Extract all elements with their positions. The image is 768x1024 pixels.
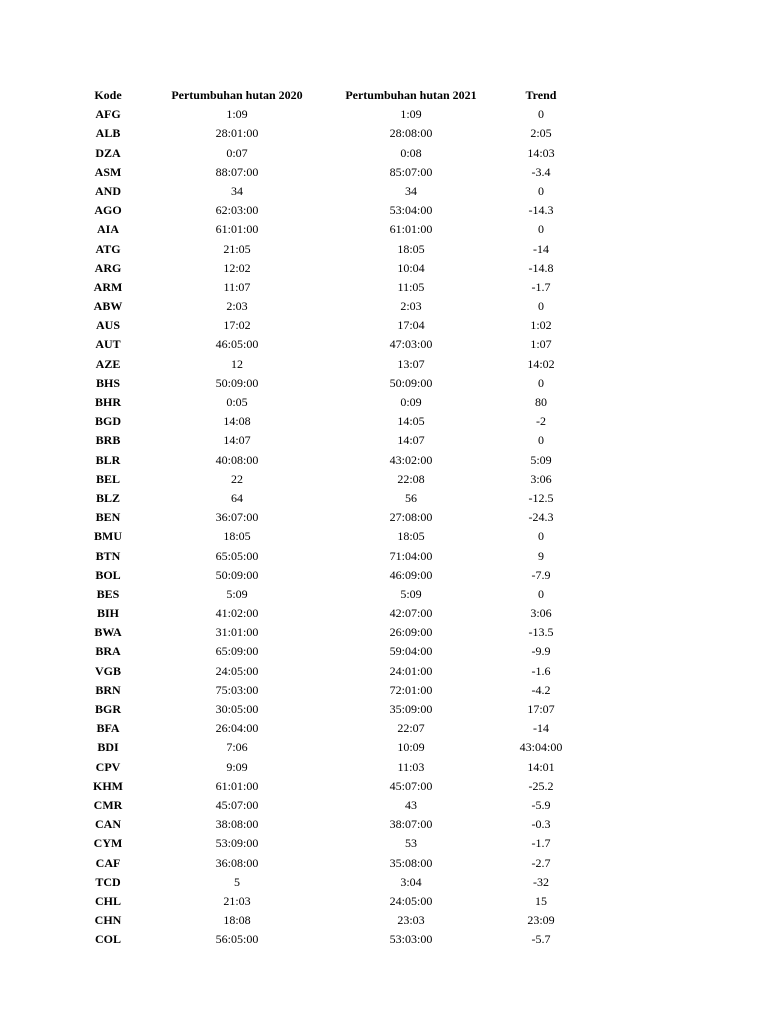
cell-pertumbuhan-2021: 10:09	[397, 740, 425, 755]
cell-trend: 14:01	[527, 759, 555, 774]
table-row	[0, 566, 768, 585]
cell-pertumbuhan-2020: 61:01:00	[215, 222, 259, 237]
cell-pertumbuhan-2021: 53	[405, 836, 417, 851]
table-row	[0, 662, 768, 681]
cell-pertumbuhan-2021: 38:07:00	[389, 817, 433, 832]
cell-trend: -5.9	[531, 797, 551, 812]
cell-pertumbuhan-2021: 13:07	[397, 356, 425, 371]
cell-kode: CMR	[93, 797, 123, 812]
cell-pertumbuhan-2020: 18:05	[223, 529, 251, 544]
table-body	[0, 105, 768, 949]
cell-pertumbuhan-2021: 24:05:00	[389, 893, 433, 908]
cell-kode: CHL	[94, 893, 121, 908]
cell-pertumbuhan-2020: 1:09	[226, 107, 248, 122]
cell-trend: -14	[533, 721, 549, 736]
cell-pertumbuhan-2020: 30:05:00	[215, 702, 259, 716]
cell-pertumbuhan-2021: 10:04	[397, 260, 425, 275]
cell-kode: BRB	[95, 433, 121, 448]
cell-kode: AGO	[94, 203, 122, 218]
cell-kode: AUS	[95, 318, 120, 333]
cell-pertumbuhan-2021: 24:01:00	[389, 663, 433, 678]
table-row	[0, 930, 768, 949]
cell-kode: CYM	[93, 836, 123, 851]
cell-kode: BWA	[94, 625, 122, 640]
cell-pertumbuhan-2021: 71:04:00	[389, 548, 433, 563]
cell-pertumbuhan-2021: 28:08:00	[389, 126, 433, 141]
table-row	[0, 892, 768, 911]
cell-pertumbuhan-2021: 17:04	[397, 318, 425, 333]
table-row	[0, 335, 768, 354]
cell-trend: -14.3	[528, 203, 554, 218]
cell-pertumbuhan-2020: 24:05:00	[215, 663, 259, 678]
cell-pertumbuhan-2020: 50:09:00	[215, 375, 259, 390]
cell-kode: BGD	[94, 414, 121, 429]
cell-pertumbuhan-2021: 53:03:00	[389, 932, 433, 947]
cell-pertumbuhan-2021: 47:03:00	[389, 337, 433, 352]
cell-kode: BGR	[94, 702, 121, 716]
cell-kode: BOL	[95, 567, 121, 582]
cell-pertumbuhan-2021: 61:01:00	[389, 222, 433, 237]
cell-trend: 43:04:00	[519, 740, 563, 755]
cell-pertumbuhan-2020: 5	[234, 874, 240, 889]
cell-pertumbuhan-2020: 41:02:00	[215, 606, 259, 621]
table-row	[0, 834, 768, 853]
table-row	[0, 182, 768, 201]
cell-kode: BRN	[95, 682, 121, 697]
cell-pertumbuhan-2020: 53:09:00	[215, 836, 259, 851]
cell-kode: BHS	[95, 375, 120, 390]
table-row	[0, 700, 768, 719]
cell-pertumbuhan-2021: 43:02:00	[389, 452, 433, 467]
cell-kode: BTN	[95, 548, 121, 563]
table-row	[0, 796, 768, 815]
table-row	[0, 240, 768, 259]
table-row	[0, 393, 768, 412]
cell-kode: CAN	[95, 817, 121, 832]
cell-trend: 0	[538, 107, 544, 122]
cell-pertumbuhan-2020: 21:05	[223, 241, 251, 256]
cell-pertumbuhan-2021: 56	[405, 490, 417, 505]
cell-kode: AND	[95, 183, 121, 198]
cell-pertumbuhan-2021: 50:09:00	[389, 375, 433, 390]
table-row	[0, 911, 768, 930]
cell-pertumbuhan-2021: 3:04	[400, 874, 422, 889]
table-row	[0, 642, 768, 661]
cell-pertumbuhan-2021: 85:07:00	[389, 164, 433, 179]
cell-pertumbuhan-2020: 12	[231, 356, 243, 371]
table-row	[0, 374, 768, 393]
cell-trend: -13.5	[528, 625, 554, 640]
cell-trend: 80	[535, 395, 547, 409]
cell-pertumbuhan-2021: 22:08	[397, 471, 425, 486]
cell-pertumbuhan-2021: 11:05	[397, 279, 425, 294]
cell-pertumbuhan-2021: 46:09:00	[389, 567, 433, 582]
cell-pertumbuhan-2021: 22:07	[397, 721, 425, 736]
cell-trend: -32	[533, 874, 549, 889]
cell-pertumbuhan-2021: 1:09	[400, 107, 422, 122]
cell-trend: 0	[538, 222, 544, 237]
cell-trend: -25.2	[528, 778, 554, 793]
table-row	[0, 431, 768, 450]
cell-kode: ASM	[94, 164, 122, 179]
cell-pertumbuhan-2021: 35:09:00	[389, 702, 433, 716]
cell-pertumbuhan-2020: 5:09	[226, 586, 248, 601]
cell-kode: ABW	[93, 299, 123, 314]
cell-pertumbuhan-2020: 21:03	[223, 893, 251, 908]
cell-kode: ARG	[94, 260, 122, 275]
table-row	[0, 489, 768, 508]
cell-pertumbuhan-2021: 72:01:00	[389, 682, 433, 697]
cell-trend: -14	[533, 241, 549, 256]
cell-pertumbuhan-2020: 62:03:00	[215, 203, 259, 218]
cell-kode: BLZ	[95, 490, 120, 505]
header-trend: Trend	[525, 88, 557, 102]
cell-trend: 23:09	[527, 913, 555, 928]
table-row	[0, 547, 768, 566]
cell-kode: BDI	[97, 740, 119, 755]
table-row	[0, 681, 768, 700]
cell-pertumbuhan-2020: 38:08:00	[215, 817, 259, 832]
cell-trend: -9.9	[531, 644, 551, 659]
table-row	[0, 758, 768, 777]
table-row	[0, 124, 768, 143]
table-row	[0, 873, 768, 892]
cell-pertumbuhan-2021: 43	[405, 797, 417, 812]
cell-kode: COL	[94, 932, 121, 947]
cell-trend: -2	[536, 414, 546, 429]
cell-kode: AZE	[95, 356, 121, 371]
cell-pertumbuhan-2021: 5:09	[400, 586, 422, 601]
cell-kode: CHN	[94, 913, 122, 928]
cell-trend: 0	[538, 299, 544, 314]
cell-trend: -2.7	[531, 855, 551, 870]
table-row	[0, 451, 768, 470]
table-row	[0, 105, 768, 124]
cell-pertumbuhan-2020: 31:01:00	[215, 625, 259, 640]
cell-trend: -14.8	[528, 260, 554, 275]
table-row	[0, 719, 768, 738]
cell-kode: BLR	[95, 452, 121, 467]
cell-pertumbuhan-2020: 61:01:00	[215, 778, 259, 793]
table-row	[0, 623, 768, 642]
cell-kode: VGB	[94, 663, 121, 678]
cell-pertumbuhan-2020: 88:07:00	[215, 164, 259, 179]
cell-trend: 0	[538, 183, 544, 198]
cell-pertumbuhan-2020: 36:08:00	[215, 855, 259, 870]
cell-pertumbuhan-2020: 75:03:00	[215, 682, 259, 697]
cell-kode: AFG	[95, 107, 121, 122]
cell-kode: BIH	[96, 606, 119, 621]
cell-trend: 0	[538, 529, 544, 544]
cell-pertumbuhan-2021: 23:03	[397, 913, 425, 928]
cell-pertumbuhan-2020: 28:01:00	[215, 126, 259, 141]
cell-kode: AIA	[96, 222, 119, 237]
cell-pertumbuhan-2021: 53:04:00	[389, 203, 433, 218]
cell-trend: -1.7	[531, 836, 551, 851]
cell-pertumbuhan-2021: 0:08	[400, 145, 422, 160]
cell-pertumbuhan-2020: 7:06	[226, 740, 248, 755]
cell-pertumbuhan-2020: 0:07	[226, 145, 248, 160]
cell-pertumbuhan-2020: 2:03	[226, 299, 248, 314]
cell-trend: 9	[538, 548, 544, 563]
header-kode: Kode	[94, 88, 122, 102]
cell-kode: DZA	[95, 145, 121, 160]
cell-pertumbuhan-2020: 12:02	[223, 260, 251, 275]
cell-kode: ARM	[93, 279, 123, 294]
cell-trend: 1:02	[530, 318, 552, 333]
cell-trend: 14:03	[527, 145, 555, 160]
cell-pertumbuhan-2021: 27:08:00	[389, 510, 433, 525]
cell-trend: 3:06	[530, 471, 552, 486]
cell-trend: -0.3	[531, 817, 551, 832]
table-row	[0, 585, 768, 604]
cell-kode: BRA	[95, 644, 121, 659]
cell-pertumbuhan-2020: 45:07:00	[215, 797, 259, 812]
cell-kode: BMU	[94, 529, 122, 544]
cell-kode: ALB	[95, 126, 121, 141]
table-row	[0, 163, 768, 182]
cell-pertumbuhan-2020: 17:02	[223, 318, 251, 333]
cell-pertumbuhan-2020: 14:07	[223, 433, 251, 448]
cell-pertumbuhan-2020: 18:08	[223, 913, 251, 928]
cell-pertumbuhan-2021: 11:03	[397, 759, 425, 774]
cell-kode: BES	[96, 586, 120, 601]
table-row	[0, 201, 768, 220]
table-row	[0, 508, 768, 527]
cell-trend: -24.3	[528, 510, 554, 525]
table-row	[0, 470, 768, 489]
table-row	[0, 527, 768, 546]
cell-trend: 17:07	[527, 702, 555, 716]
cell-kode: BEL	[95, 471, 120, 486]
cell-kode: TCD	[95, 874, 121, 889]
cell-pertumbuhan-2021: 14:05	[397, 414, 425, 429]
cell-trend: 5:09	[530, 452, 552, 467]
table-header-row	[0, 86, 768, 105]
cell-pertumbuhan-2021: 34	[405, 183, 417, 198]
table-row	[0, 604, 768, 623]
table-row	[0, 355, 768, 374]
cell-pertumbuhan-2021: 0:09	[400, 395, 422, 409]
cell-trend: -7.9	[531, 567, 551, 582]
table-row	[0, 144, 768, 163]
table-row	[0, 220, 768, 239]
table-row	[0, 259, 768, 278]
cell-trend: 1:07	[530, 337, 552, 352]
cell-trend: 15	[535, 893, 547, 908]
cell-pertumbuhan-2020: 46:05:00	[215, 337, 259, 352]
cell-kode: BFA	[96, 721, 120, 736]
cell-pertumbuhan-2021: 45:07:00	[389, 778, 433, 793]
cell-pertumbuhan-2020: 65:09:00	[215, 644, 259, 659]
cell-pertumbuhan-2021: 35:08:00	[389, 855, 433, 870]
cell-pertumbuhan-2020: 40:08:00	[215, 452, 259, 467]
cell-kode: BHR	[94, 395, 121, 409]
cell-trend: 14:02	[527, 356, 555, 371]
cell-pertumbuhan-2021: 18:05	[397, 241, 425, 256]
cell-kode: KHM	[93, 778, 123, 793]
cell-pertumbuhan-2021: 2:03	[400, 299, 422, 314]
table-row	[0, 738, 768, 757]
cell-trend: 0	[538, 375, 544, 390]
cell-kode: CPV	[95, 759, 121, 774]
table-row	[0, 412, 768, 431]
table-row	[0, 278, 768, 297]
cell-trend: -4.2	[531, 682, 551, 697]
table-row	[0, 815, 768, 834]
cell-pertumbuhan-2020: 65:05:00	[215, 548, 259, 563]
cell-trend: -3.4	[531, 164, 551, 179]
cell-pertumbuhan-2020: 64	[231, 490, 243, 505]
cell-pertumbuhan-2020: 11:07	[223, 279, 251, 294]
cell-pertumbuhan-2020: 14:08	[223, 414, 251, 429]
cell-pertumbuhan-2020: 34	[231, 183, 243, 198]
cell-pertumbuhan-2020: 36:07:00	[215, 510, 259, 525]
cell-trend: -5.7	[531, 932, 551, 947]
cell-kode: CAF	[95, 855, 121, 870]
cell-kode: ATG	[95, 241, 121, 256]
header-pertumbuhan-2020: Pertumbuhan hutan 2020	[171, 88, 303, 102]
cell-pertumbuhan-2020: 56:05:00	[215, 932, 259, 947]
cell-pertumbuhan-2020: 22	[231, 471, 243, 486]
cell-trend: -1.6	[531, 663, 551, 678]
header-pertumbuhan-2021: Pertumbuhan hutan 2021	[345, 88, 477, 102]
table-row	[0, 777, 768, 796]
table-row	[0, 854, 768, 873]
cell-pertumbuhan-2020: 0:05	[226, 395, 248, 409]
cell-trend: 0	[538, 586, 544, 601]
cell-pertumbuhan-2020: 50:09:00	[215, 567, 259, 582]
cell-pertumbuhan-2021: 59:04:00	[389, 644, 433, 659]
cell-pertumbuhan-2020: 9:09	[226, 759, 248, 774]
cell-pertumbuhan-2021: 26:09:00	[389, 625, 433, 640]
cell-trend: -1.7	[531, 279, 551, 294]
cell-pertumbuhan-2020: 26:04:00	[215, 721, 259, 736]
cell-pertumbuhan-2021: 14:07	[397, 433, 425, 448]
cell-kode: AUT	[95, 337, 121, 352]
table-row	[0, 316, 768, 335]
table-row	[0, 297, 768, 316]
cell-pertumbuhan-2021: 42:07:00	[389, 606, 433, 621]
cell-trend: 2:05	[530, 126, 552, 141]
cell-kode: BEN	[95, 510, 121, 525]
cell-pertumbuhan-2021: 18:05	[397, 529, 425, 544]
cell-trend: 0	[538, 433, 544, 448]
data-table	[0, 86, 768, 949]
cell-trend: 3:06	[530, 606, 552, 621]
cell-trend: -12.5	[528, 490, 554, 505]
